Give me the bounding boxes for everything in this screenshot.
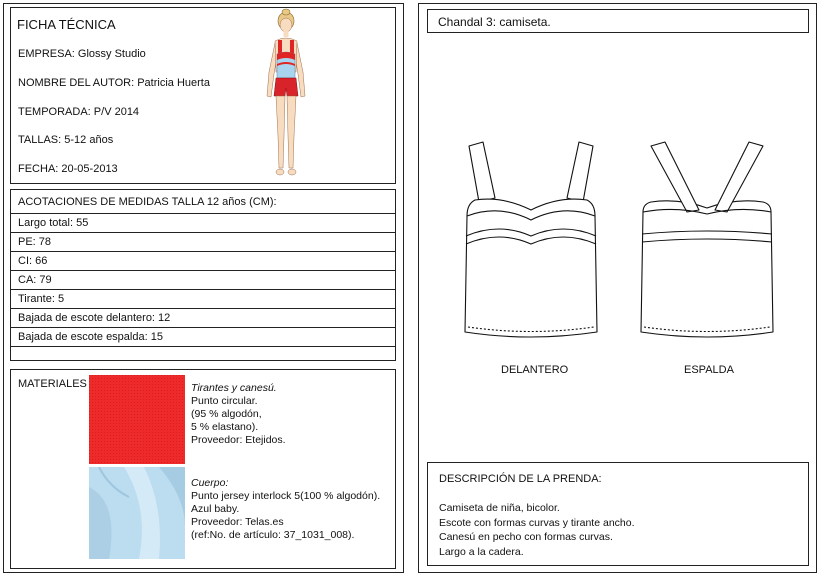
measure-row: CI: 66 — [11, 252, 395, 271]
material-1-text: Tirantes y canesú. Punto circular. (95 % algodón, 5 % elastano). Proveedor: Etejidos. — [191, 382, 286, 446]
garment-title: Chandal 3: camiseta. — [438, 15, 551, 29]
model-illustration — [255, 8, 317, 186]
back-label: ESPALDA — [684, 364, 734, 376]
front-sketch — [461, 132, 601, 348]
fabric-swatch-blue — [89, 467, 185, 559]
back-sketch — [637, 132, 777, 348]
front-label: DELANTERO — [501, 364, 569, 376]
garment-title-box — [427, 9, 809, 33]
description-line: Camiseta de niña, bicolor. — [439, 502, 560, 514]
material-2-name: Cuerpo: — [191, 477, 229, 489]
description-line: Canesú en pecho con formas curvas. — [439, 531, 613, 543]
material-1-name: Tirantes y canesú. — [191, 382, 277, 394]
measure-row — [11, 347, 395, 366]
field-tallas: TALLAS: 5-12 años — [18, 134, 114, 146]
measurements-title: ACOTACIONES DE MEDIDAS TALLA 12 años (CM): — [11, 190, 395, 214]
field-fecha: FECHA: 20-05-2013 — [18, 163, 118, 175]
description-lines — [439, 501, 635, 559]
measure-row: Largo total: 55 — [11, 214, 395, 233]
header-box — [10, 7, 396, 184]
field-temporada: TEMPORADA: P/V 2014 — [18, 106, 140, 118]
right-sheet — [418, 3, 817, 573]
measure-row: CA: 79 — [11, 271, 395, 290]
field-empresa: EMPRESA: Glossy Studio — [18, 48, 146, 60]
description-line: Escote con formas curvas y tirante ancho. — [439, 516, 635, 529]
field-autor: NOMBRE DEL AUTOR: Patricia Huerta — [18, 77, 210, 89]
material-2-text: Cuerpo: Punto jersey interlock 5(100 % algodón). Azul baby. Proveedor: Telas.es (ref:No. de artículo: 37_1031_008). — [191, 477, 381, 541]
measure-row: Bajada de escote delantero: 12 — [11, 309, 395, 328]
description-line: Largo a la cadera. — [439, 545, 524, 558]
sheet-title: FICHA TÉCNICA — [17, 17, 116, 32]
measure-row: Bajada de escote espalda: 15 — [11, 328, 395, 347]
fabric-swatch-red — [89, 375, 185, 464]
materials-title: MATERIALES — [18, 378, 87, 390]
description-box — [427, 462, 809, 566]
description-title: DESCRIPCIÓN DE LA PRENDA: — [439, 473, 602, 485]
materials-box — [10, 369, 396, 569]
measure-row: PE: 78 — [11, 233, 395, 252]
measure-row: Tirante: 5 — [11, 290, 395, 309]
measurements-box — [10, 189, 396, 361]
left-sheet — [3, 3, 404, 573]
